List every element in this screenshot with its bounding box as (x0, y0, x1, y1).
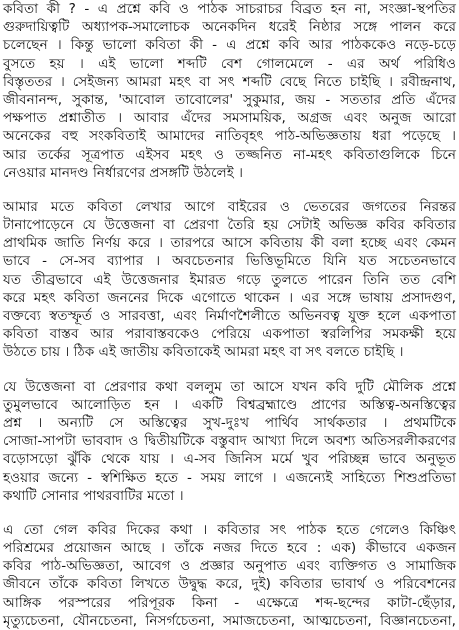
paragraph-2 (3, 198, 456, 362)
text-line: টানাপোড়েনে যে উত্তেজনা বা প্রেরণা তৈরি হয় সেটাই অভিজ্ঞ কবির কবিতার (3, 217, 456, 234)
text-line: বুসতে হয় । এই ভালো শব্দটি বেশ গোলমেলে - এর অর্থ পরিধিও (3, 55, 456, 72)
text-line: গুরুদায়িত্বটি অধ্যাপক-সমালোচক অনেকদিন ধরেই নিষ্ঠার সঙ্গে পালন করে (3, 19, 456, 36)
text-line: ভাবে - সে-সব ব্যাপার । অবচেতনার ভিত্তিভূমিতে যিনি যত সচেতনভাবে (3, 253, 456, 270)
text-line: বিস্তৃততর । সেইজন্য আমরা মহৎ বা সৎ শব্দটি বেছে নিতে চাইছি । রবীন্দ্রনাথ, (3, 73, 456, 90)
text-line: কথাটি সোনার পাথরবাটির মতো । (3, 487, 184, 504)
text-line: করে মহৎ কবিতা জননের দিকে এগোতে থাকেন । এর সঙ্গে ভাষায় প্রসাদগুণ, (3, 289, 456, 306)
text-line: যত তীব্রভাবে এই উত্তেজনার ইমারত গড়ে তুলতে পারেন তিনি তত বেশি (3, 271, 456, 288)
paragraph-4 (3, 521, 456, 630)
text-line: জীবনে তাঁকে কবিতা লিখতে উদ্বুদ্ধ করে, দুই) কবিতার ভাবার্থ ও পরিবেশনের (3, 576, 456, 593)
paragraph-1 (3, 0, 456, 182)
text-line: প্রাথমিক জাতি নির্ণয় করে । তারপরে আসে কবিতায় কী বলা হচ্ছে এবং কেমন (3, 235, 456, 252)
text-line: পক্ষপাত প্রশ্নাতীত । আবার এঁদের সমসাময়িক, অগ্রজ এবং অনুজ আরো (3, 110, 456, 127)
text-line: নেওয়ার মানদণ্ড নির্ধারণের প্রসঙ্গটি উঠলেই । (3, 164, 243, 181)
text-line: এ তো গেল কবির দিকের কথা । কবিতার সৎ পাঠক হতে গেলেও কিঞ্চিৎ (3, 521, 456, 538)
text-line: তুমুলভাবে আলোড়িত হন । একটি বিশ্বব্রহ্মাণ্ডে প্রাণের অস্তিত্ব-অনস্তিত্বের (3, 396, 456, 413)
text-line: উঠতে চায় । ঠিক এই জাতীয় কবিতাকেই আমরা মহৎ বা সৎ বলতে চাইছি । (3, 344, 404, 361)
text-line: বড়োসড়ো ঝুঁকি থেকে যায় । এ-সব জিনিস মর্মে খুব পরিচ্ছন্ন ভাবে অনুভূত (3, 451, 456, 468)
text-line: কবিতা কী ? - এ প্রশ্নে কবি ও পাঠক সাচরাচর বিব্রত হন না, সংজ্ঞা-স্থপতির (3, 1, 456, 17)
text-line: কবিতা বাস্তব আর পরাবাস্তবকেও পেরিয়ে একপাতা স্বরলিপির সমকক্ষী হয়ে (3, 326, 456, 343)
text-line: কবির পাঠ-অভিজ্ঞতা, আবেগ ও প্রজ্ঞার অনুপাত এবং ব্যক্তিগত ও সামাজিক (3, 558, 456, 575)
text-line: প্রশ্ন । অন্যটি সে অস্তিত্বের সুখ-দুঃখ পার্থিব সার্থকতার । প্রথমটিকে (3, 414, 456, 431)
text-line: পরিশ্রমের প্রয়োজন আছে । তাঁকে নজর দিতে হবে : এক) কীভাবে একজন (3, 540, 456, 557)
text-line: আর তর্কের সূত্রপাত এইসব মহৎ ও তজ্জনিত না-মহৎ কবিতাগুলিকে চিনে (3, 146, 456, 163)
text-line: যে উত্তেজনা বা প্রেরণার কথা বললুম তা আসে যখন কবি দুটি মৌলিক প্রশ্নে (3, 378, 456, 395)
text-line: চলেছেন । কিন্তু ভালো কবিতা কী - এ প্রশ্নে কবি আর পাঠককেও নড়ে-চড়ে (3, 37, 456, 54)
essay-page (3, 0, 456, 629)
text-line: অনেকের বহু সংকবিতাই আমাদের নাতিবৃহৎ পাঠ-অভিজ্ঞতায় ধরা পড়েছে । (3, 128, 456, 145)
text-line: জীবনানন্দ, সুকান্ত, 'আবোল তাবোলের' সুকুমার, জয় - সততার প্রতি এঁদের (3, 91, 456, 108)
text-line: বক্তব্যে স্বতস্ফূর্ত ও সারবত্তা, এবং নির্মাণশৈলীতে অভিনবত্ব যুক্ত হলে একপাতা (3, 308, 456, 324)
text-line: মৃত্যুচেতনা, যৌনচেতনা, নিসর্গচেতনা, সমাজচেতনা, আত্মচেতনা, বিজ্ঞানচেতনা, (3, 612, 456, 629)
text-line: আমার মতে কবিতা লেখার আগে বাইরের ও ভেতরের জগতের নিরন্তর (3, 198, 456, 215)
paragraph-3 (3, 378, 456, 505)
text-line: আঙ্গিক পরস্পরের পরিপূরক কিনা - এক্ষেত্রে শব্দ-ছন্দের কাটা-ছেঁড়ার, (3, 594, 456, 611)
text-line: সোজা-সাপটা ভাববাদ ও দ্বিতীয়টিকে বস্তুবাদ আখ্যা দিলে অবশ্য অতিসরলীকরণের (3, 433, 456, 450)
text-line: হওয়ার জন্যে - স্বশিক্ষিত হতে - সময় লাগে । এজন্যেই সাহিত্যে শিশুপ্রতিভা (3, 469, 456, 486)
